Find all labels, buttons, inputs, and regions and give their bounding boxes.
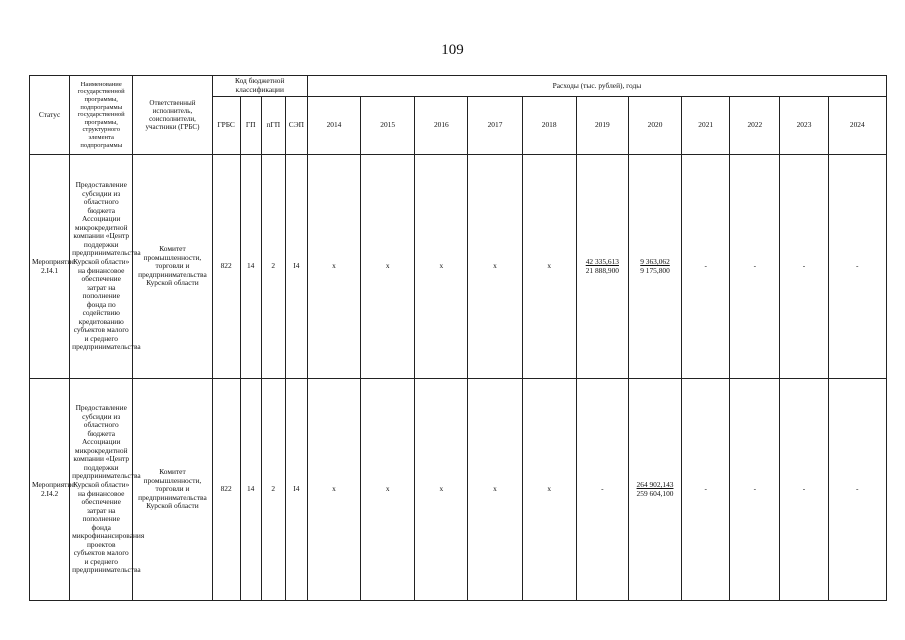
header-year-2018: 2018 xyxy=(522,97,576,155)
cell-2015: x xyxy=(361,379,415,601)
header-pgp: пГП xyxy=(261,97,285,155)
table-row xyxy=(30,155,887,379)
cell-2017: x xyxy=(468,155,522,379)
cell-grbs: 822 xyxy=(212,155,240,379)
amount-regional: 9 175,800 xyxy=(640,265,670,275)
cell-2014: x xyxy=(307,379,360,601)
header-year-2020: 2020 xyxy=(628,97,681,155)
header-name: Наименование государственной программы, подпрограммы государственной программы, структурного элемента подпрограммы xyxy=(70,76,133,155)
cell-2024: - xyxy=(828,379,886,601)
header-year-2022: 2022 xyxy=(730,97,780,155)
amount-regional: 21 888,900 xyxy=(585,265,619,275)
cell-grbs: 822 xyxy=(212,379,240,601)
cell-pgp: 2 xyxy=(261,379,285,601)
header-year-2014: 2014 xyxy=(307,97,360,155)
cell-2021: - xyxy=(682,379,730,601)
cell-2022: - xyxy=(730,379,780,601)
expenses-table xyxy=(29,75,887,601)
cell-sep: I4 xyxy=(285,155,307,379)
row-responsible: Комитет промышленности, торговли и предпринимательства Курской области xyxy=(133,155,212,379)
header-year-2015: 2015 xyxy=(361,97,415,155)
row-status: Мероприятие 2.I4.2 xyxy=(30,379,70,601)
row-status: Мероприятие 2.I4.1 xyxy=(30,155,70,379)
row-description: Предоставление субсидии из областного бюджета Ассоциации микрокредитной компании «Центр поддержки предпринимательства Курской области» на финансовое обеспечение затрат на пополнение фонда по содействию кредитованию субъектов малого и среднего предпринимательства xyxy=(70,155,133,379)
header-year-2016: 2016 xyxy=(415,97,468,155)
amount-total: 264 902,143 xyxy=(636,479,674,489)
cell-2014: x xyxy=(307,155,360,379)
header-year-2019: 2019 xyxy=(576,97,628,155)
header-sep: СЭП xyxy=(285,97,307,155)
cell-2019: - xyxy=(576,379,628,601)
cell-2015: x xyxy=(361,155,415,379)
header-status: Статус xyxy=(30,76,70,155)
cell-2018: x xyxy=(522,379,576,601)
header-gp: ГП xyxy=(240,97,261,155)
cell-gp: 14 xyxy=(240,379,261,601)
cell-pgp: 2 xyxy=(261,155,285,379)
amount-total: 9 363,062 xyxy=(640,256,670,266)
cell-2021: - xyxy=(682,155,730,379)
amount-total: 42 335,613 xyxy=(585,256,619,266)
table-row xyxy=(30,379,887,601)
cell-sep: I4 xyxy=(285,379,307,601)
page-number: 109 xyxy=(441,42,464,58)
header-year-2017: 2017 xyxy=(468,97,522,155)
cell-2020 xyxy=(628,155,681,379)
cell-2023: - xyxy=(780,379,828,601)
cell-2024: - xyxy=(828,155,886,379)
row-responsible: Комитет промышленности, торговли и предпринимательства Курской области xyxy=(133,379,212,601)
cell-2016: x xyxy=(415,379,468,601)
cell-2023: - xyxy=(780,155,828,379)
cell-2019 xyxy=(576,155,628,379)
header-year-2023: 2023 xyxy=(780,97,828,155)
cell-2022: - xyxy=(730,155,780,379)
row-description: Предоставление субсидии из областного бюджета Ассоциации микрокредитной компании «Центр поддержки предпринимательства Курской области» на финансовое обеспечение затрат на пополнение фонда микрофинансирования проектов субъектов малого и среднего предпринимательства xyxy=(70,379,133,601)
header-budget-code: Код бюджетной классификации xyxy=(212,76,307,97)
amount-regional: 259 604,100 xyxy=(636,488,674,498)
header-grbs: ГРБС xyxy=(212,97,240,155)
cell-2020 xyxy=(628,379,681,601)
header-year-2024: 2024 xyxy=(828,97,886,155)
header-responsible: Ответственный исполнитель, соисполнители, участники (ГРБС) xyxy=(133,76,212,155)
cell-gp: 14 xyxy=(240,155,261,379)
cell-2017: x xyxy=(468,379,522,601)
cell-2018: x xyxy=(522,155,576,379)
header-year-2021: 2021 xyxy=(682,97,730,155)
cell-2016: x xyxy=(415,155,468,379)
header-expenses: Расходы (тыс. рублей), годы xyxy=(307,76,886,97)
